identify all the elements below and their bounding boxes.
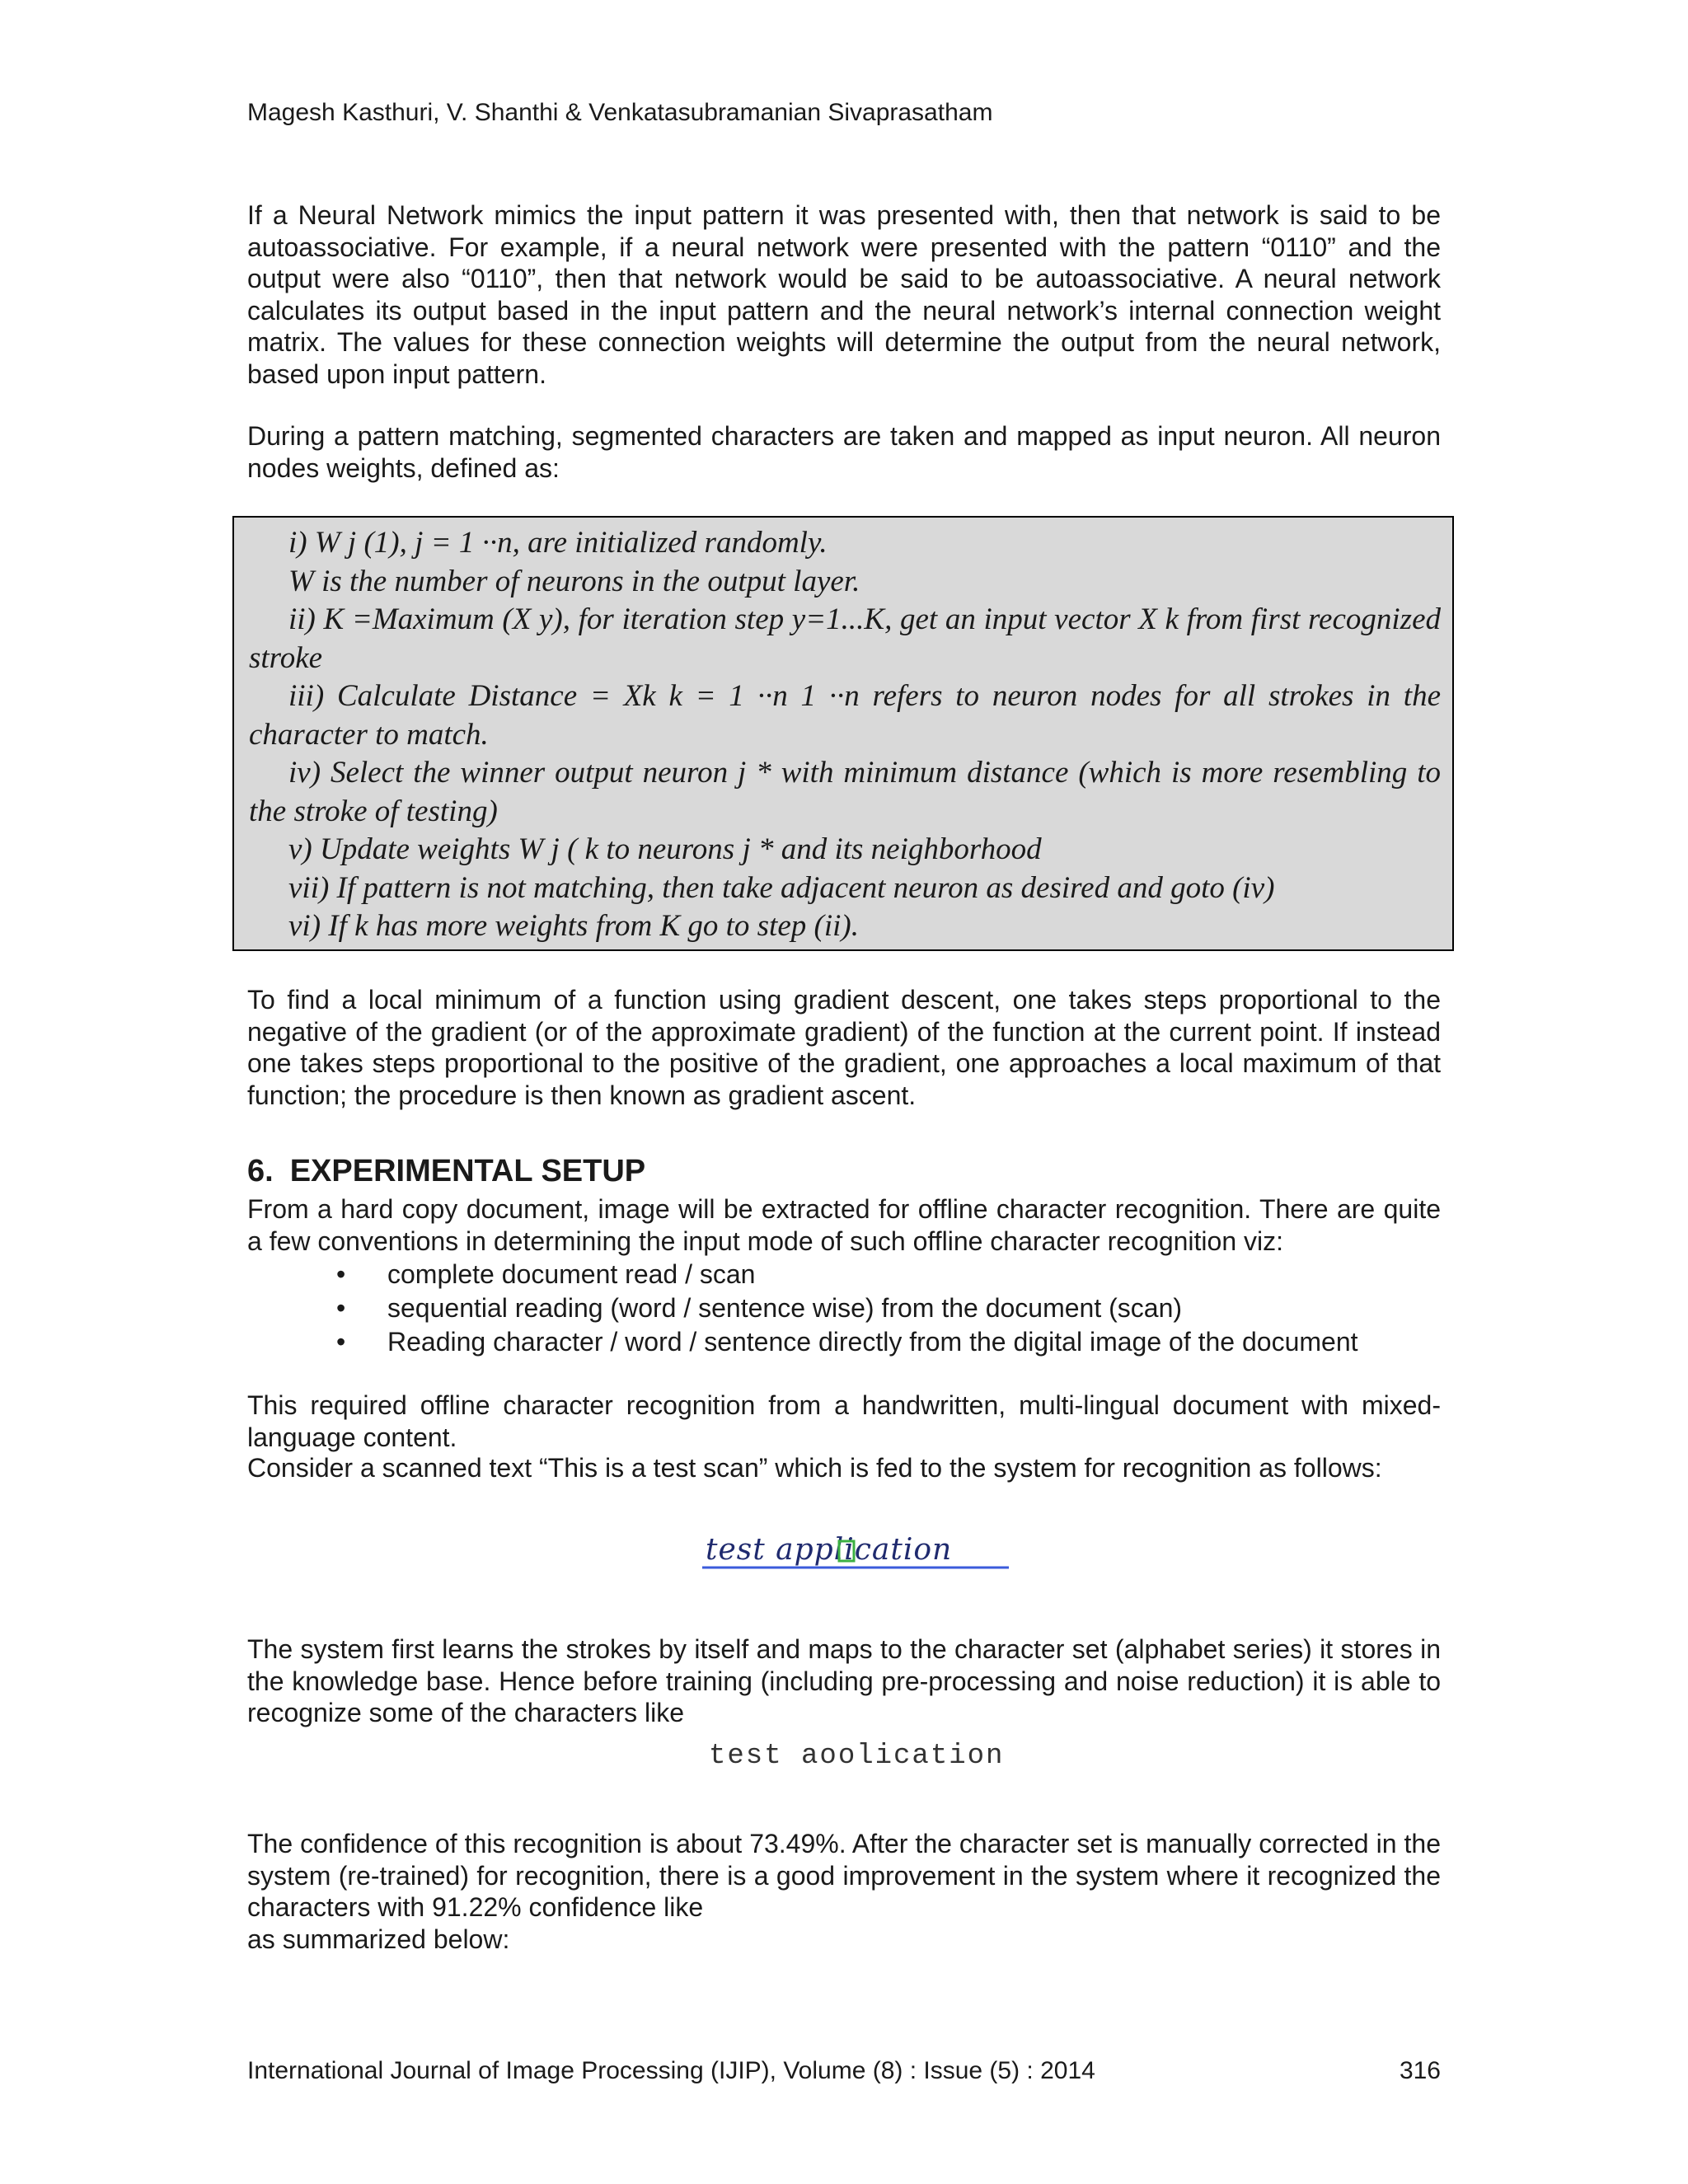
algorithm-step: iv) Select the winner output neuron j * with minimum distance (which is more resembling to the stroke of testing) xyxy=(249,756,1441,828)
algorithm-steps xyxy=(249,524,1441,946)
paragraph-confidence: The confidence of this recognition is about 73.49%. After the character set is manually corrected in the system (re-trained) for recognition, there is a good improvement in the system where it recognized the characters with 91.22% confidence like xyxy=(247,1829,1441,1922)
algorithm-box xyxy=(232,516,1454,951)
section-title: EXPERIMENTAL SETUP xyxy=(289,1154,646,1188)
list-item-text: Reading character / word / sentence directly from the digital image of the document xyxy=(387,1327,1358,1357)
running-header-authors: Magesh Kasthuri, V. Shanthi & Venkatasubramanian Sivaprasatham xyxy=(247,99,993,126)
list-item xyxy=(247,1258,1441,1291)
algorithm-step: i) W j (1), j = 1 ··n, are initialized randomly. xyxy=(288,526,828,560)
paragraph-system-learns: The system first learns the strokes by itself and maps to the character set (alphabet series) it stores in the knowledge base. Hence before training (including pre-processing and noise reduction) it is able to recognize some of the characters like xyxy=(247,1634,1441,1727)
list-item-text: sequential reading (word / sentence wise) from the document (scan) xyxy=(387,1293,1183,1323)
algorithm-step: vi) If k has more weights from K go to step (ii). xyxy=(288,909,859,943)
section-number: 6. xyxy=(247,1154,274,1188)
paragraph-offline-recognition: This required offline character recognition from a handwritten, multi-lingual document with mixed-language content. xyxy=(247,1390,1441,1452)
algorithm-step: v) Update weights W j ( k to neurons j * and its neighborhood xyxy=(288,832,1042,866)
paragraph-scanned-text: Consider a scanned text “This is a test scan” which is fed to the system for recognition as follows: xyxy=(247,1453,1382,1483)
algorithm-step: iii) Calculate Distance = Xk k = 1 ··n 1 ··n refers to neuron nodes for all strokes in the character to match. xyxy=(249,679,1441,752)
list-item-text: complete document read / scan xyxy=(387,1259,756,1289)
handwritten-sample-text: test application xyxy=(706,1533,953,1567)
bullet-icon: • xyxy=(336,1259,346,1289)
input-mode-list xyxy=(247,1258,1441,1359)
section-heading xyxy=(247,1154,645,1189)
list-item xyxy=(247,1325,1441,1359)
paragraph-autoassociative: If a Neural Network mimics the input pattern it was presented with, then that network is said to be autoassociative. For example, if a neural network were presented with the pattern “0110” and the output were also “0110”, then that network would be said to be autoassociative. A neural network calculates its output based in the input pattern and the neural network’s internal connection weight matrix. The values for these connection weights will determine the output from the neural network, based upon input pattern. xyxy=(247,200,1441,389)
page-footer xyxy=(247,2057,1441,2085)
paragraph-hard-copy: From a hard copy document, image will be extracted for offline character recognition. There are quite a few conventions in determining the input mode of such offline character recognition viz: xyxy=(247,1194,1441,1256)
page-number: 316 xyxy=(1399,2057,1441,2084)
list-item xyxy=(247,1291,1441,1325)
paragraph-pattern-matching: During a pattern matching, segmented characters are taken and mapped as input neuron. All neuron nodes weights, defined as: xyxy=(247,421,1441,483)
recognized-output-text: test aoolication xyxy=(709,1741,1005,1772)
paragraph-summary-intro: as summarized below: xyxy=(247,1924,510,1954)
paragraph-gradient-descent: To find a local minimum of a function using gradient descent, one takes steps proportional to the negative of the gradient (or of the approximate gradient) of the function at the current point. If instead one takes steps proportional to the positive of the gradient, one approaches a local maximum of that function; the procedure is then known as gradient ascent. xyxy=(247,985,1441,1110)
bullet-icon: • xyxy=(336,1327,346,1357)
algorithm-step: W is the number of neurons in the output layer. xyxy=(288,564,860,598)
footer-journal: International Journal of Image Processing (IJIP), Volume (8) : Issue (5) : 2014 xyxy=(247,2057,1095,2084)
bullet-icon: • xyxy=(336,1293,346,1323)
handwritten-sample-image xyxy=(699,1526,1012,1576)
algorithm-step: ii) K =Maximum (X y), for iteration step y=1...K, get an input vector X k from first recognized stroke xyxy=(249,602,1441,675)
algorithm-step: vii) If pattern is not matching, then take adjacent neuron as desired and goto (iv) xyxy=(288,870,1275,905)
